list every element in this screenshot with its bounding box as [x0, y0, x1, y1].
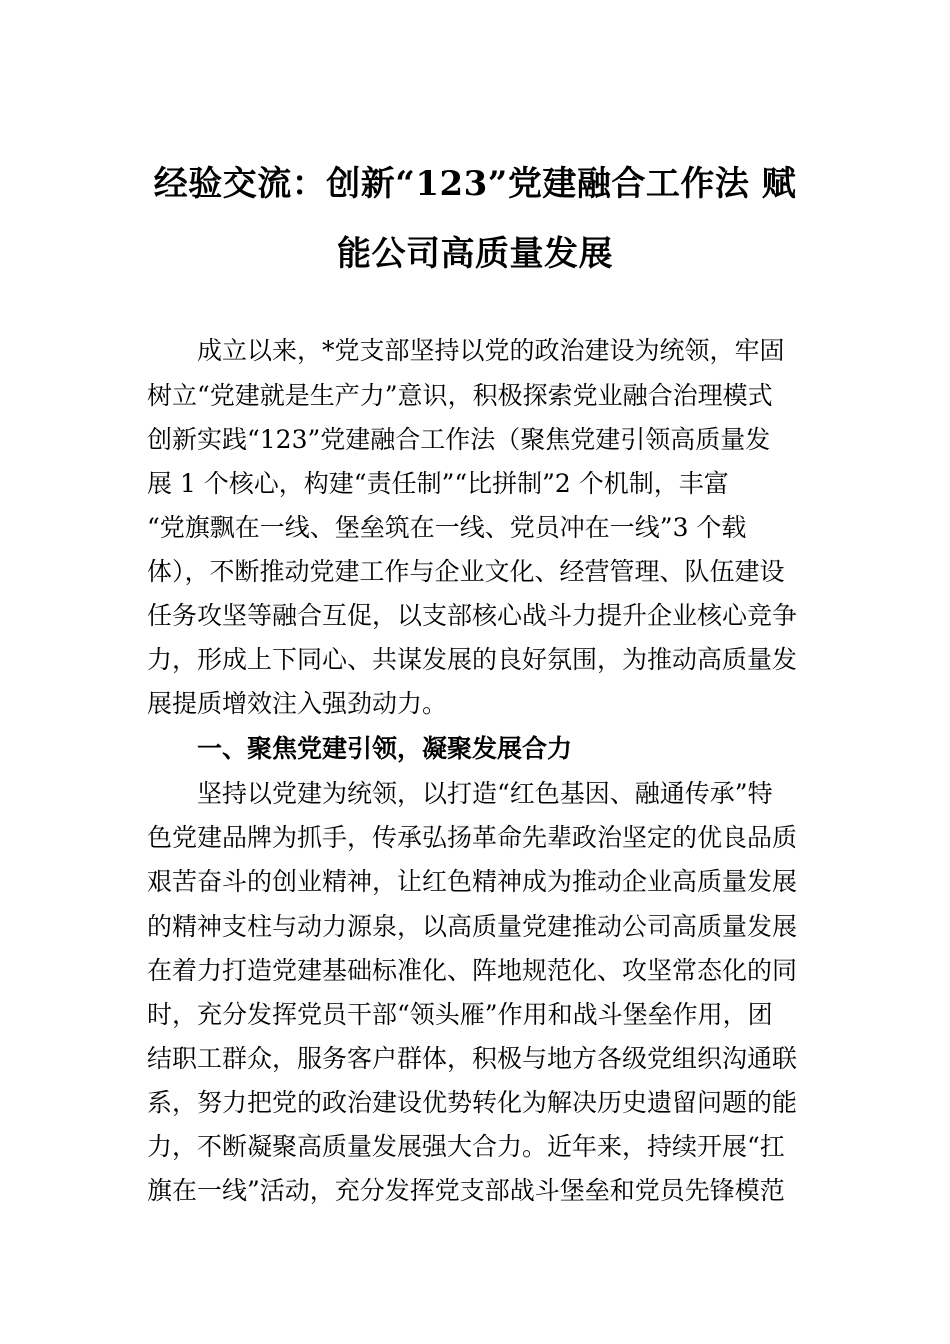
paragraph-1-line: 力，形成上下同心、共谋发展的良好氛围，为推动高质量发: [147, 645, 798, 674]
paragraph-2-line: 结职工群众，服务客户群体，积极与地方各级党组织沟通联: [147, 1044, 798, 1073]
paragraph-1-line: 展 1 个核心，构建“责任制”“比拼制”2 个机制，丰富: [147, 469, 729, 498]
section-1-heading: 一、聚焦党建引领，凝聚发展合力: [197, 734, 573, 763]
paragraph-2-line: 在着力打造党建基础标准化、阵地规范化、攻坚常态化的同: [147, 956, 798, 985]
document-title-line-1: 经验交流：创新“123”党建融合工作法 赋: [153, 164, 797, 204]
paragraph-2-line: 色党建品牌为抓手，传承弘扬革命先辈政治坚定的优良品质: [147, 823, 798, 852]
paragraph-2-line: 时，充分发挥党员干部“领头雁”作用和战斗堡垒作用，团: [147, 1000, 773, 1029]
paragraph-1-line: 树立“党建就是生产力”意识，积极探索党业融合治理模式: [147, 381, 773, 410]
paragraph-1-line: 体），不断推动党建工作与企业文化、经营管理、队伍建设: [147, 557, 785, 586]
paragraph-2-line: 系，努力把党的政治建设优势转化为解决历史遗留问题的能: [147, 1088, 798, 1117]
paragraph-2-line: 坚持以党建为统领，以打造“红色基因、融通传承”特: [197, 779, 773, 808]
paragraph-1-line: 展提质增效注入强劲动力。: [147, 689, 448, 718]
paragraph-2-line: 艰苦奋斗的创业精神，让红色精神成为推动企业高质量发展: [147, 867, 798, 896]
paragraph-2-line: 旗在一线”活动，充分发挥党支部战斗堡垒和党员先锋模范: [147, 1176, 785, 1205]
paragraph-2-line: 力，不断凝聚高质量发展强大合力。近年来，持续开展“扛: [147, 1132, 785, 1161]
paragraph-1-line: 成立以来，*党支部坚持以党的政治建设为统领，牢固: [197, 336, 785, 365]
paragraph-1-line: “党旗飘在一线、堡垒筑在一线、党员冲在一线”3 个载: [147, 513, 747, 542]
paragraph-1-line: 任务攻坚等融合互促，以支部核心战斗力提升企业核心竞争: [147, 601, 798, 630]
paragraph-1-line: 创新实践“123”党建融合工作法（聚焦党建引领高质量发: [147, 425, 771, 454]
paragraph-2-line: 的精神支柱与动力源泉，以高质量党建推动公司高质量发展: [147, 912, 798, 941]
document-title-line-2: 能公司高质量发展: [337, 234, 613, 274]
